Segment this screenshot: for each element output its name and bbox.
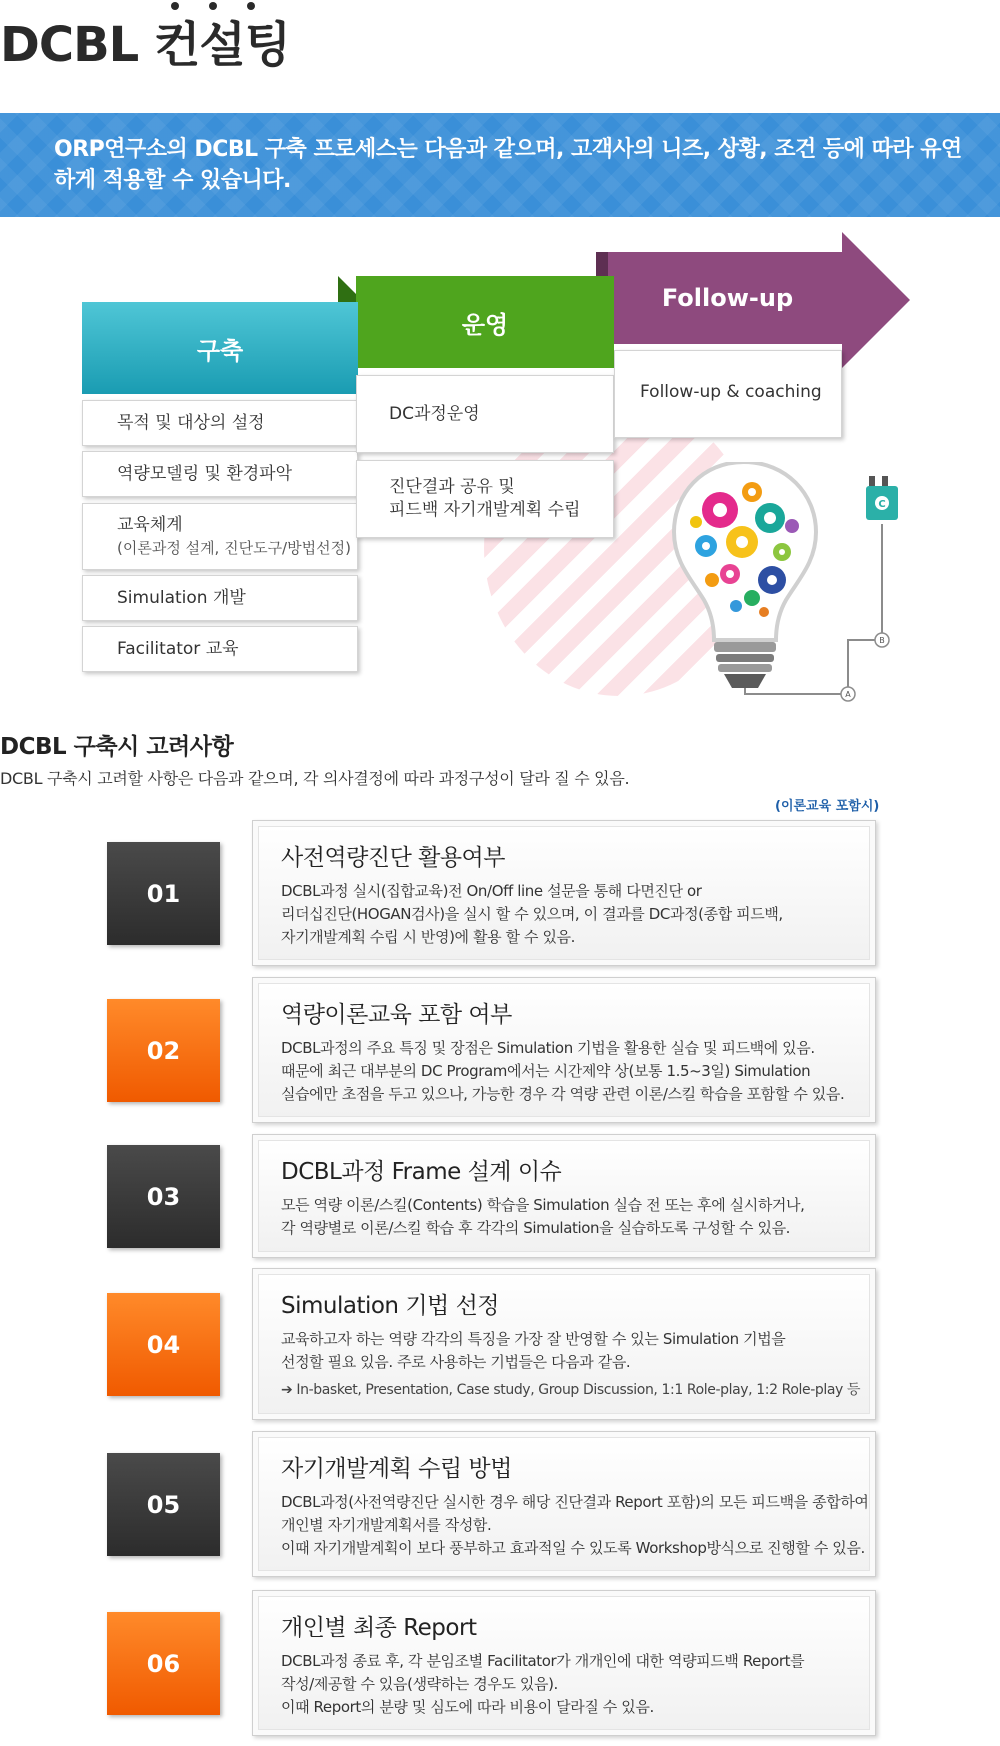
followup-step-label: Follow-up & coaching [640, 382, 822, 402]
build-step-label: 역량모델링 및 환경파악 [117, 463, 293, 484]
stage-header-build: 구축 [196, 336, 244, 365]
intro-banner [0, 113, 1000, 217]
lightbulb-gears-icon [672, 462, 932, 702]
card-title: 개인별 최종 Report [281, 1615, 477, 1641]
card-title: 역량이론교육 포함 여부 [281, 1002, 512, 1028]
operation-step-label: 피드백 자기개발계획 수립 [389, 500, 581, 520]
emphasis-dot [209, 2, 217, 10]
build-step-label: Facilitator 교육 [117, 638, 239, 659]
section-description: DCBL 구축시 고려할 사항은 다음과 같으며, 각 의사결정에 따라 과정구성이 달라 질 수 있음. [0, 769, 630, 788]
consideration-card [252, 1268, 876, 1420]
card-body: DCBL과정 실시(집합교육)전 On/Off line 설문을 통해 다면진단 or 리더십진단(HOGAN검사)을 실시 할 수 있으며, 이 결과를 DC과정(종합 피드백, 자기개발계획 수립 시 반영)에 활용 할 수 있음. [281, 882, 783, 946]
consideration-card [252, 1134, 876, 1258]
build-step-box [82, 503, 358, 570]
stage-header-followup: Follow-up [661, 284, 794, 312]
item-number-badge: 01 [107, 842, 220, 945]
item-number-badge: 03 [107, 1145, 220, 1248]
consideration-card [252, 1431, 876, 1577]
arrow-right-icon: ➔ [281, 1382, 293, 1398]
plug-label-c: C [878, 499, 886, 510]
section-note: (이론교육 포함시) [775, 799, 880, 814]
card-body: DCBL과정(사전역량진단 실시한 경우 해당 진단결과 Report 포함)의 모든 피드백을 종합하여 개인별 자기개발계획서를 작성함. 이때 자기개발계획이 보다 풍부하고 효과적일 수 있도록 Workshop방식으로 진행할 수 있음. [281, 1493, 869, 1557]
item-number-badge: 06 [107, 1612, 220, 1715]
card-title: 사전역량진단 활용여부 [281, 845, 505, 871]
item-number-badge: 05 [107, 1453, 220, 1556]
page-title: DCBL 컨설팅 [0, 17, 291, 73]
card-body: DCBL과정의 주요 특징 및 장점은 Simulation 기법을 활용한 실습 및 피드백에 있음. 때문에 최근 대부분의 DC Program에서는 시간제약 상(보통 1.5~3일) Simulation 실습에만 초점을 두고 있으나, 가능한 경우 각 역량 관련 이론/스킬 학습을 포함할 수 있음. [281, 1039, 845, 1103]
section-title: DCBL 구축시 고려사항 [0, 734, 234, 760]
card-title: Simulation 기법 선정 [281, 1293, 500, 1319]
operation-step-label: 진단결과 공유 및 [389, 477, 515, 497]
card-body: 모든 역량 이론/스킬(Contents) 학습을 Simulation 실습 전 또는 후에 실시하거나, 각 역량별로 이론/스킬 학습 후 각각의 Simulation을 실습하도록 구성할 수 있음. [281, 1196, 805, 1237]
item-number-badge: 04 [107, 1293, 220, 1396]
stage-header-operation: 운영 [461, 310, 509, 339]
emphasis-dot [171, 2, 179, 10]
build-step-box [82, 451, 358, 497]
consideration-card [252, 820, 876, 966]
operation-step-box [356, 460, 614, 538]
build-step-box [82, 400, 358, 446]
wire-node-a: A [845, 690, 851, 699]
card-body: 교육하고자 하는 역량 각각의 특징을 가장 잘 반영할 수 있는 Simulation 기법을 선정할 필요 있음. 주로 사용하는 기법들은 다음과 같음. ➔ In-basket, Presentation, Case study, Group Discussion, 1:1 Role-play, 1:2 Role-play 등 [281, 1328, 860, 1402]
card-title: DCBL과정 Frame 설계 이슈 [281, 1159, 562, 1185]
build-step-label: Simulation 개발 [117, 587, 246, 608]
consideration-card [252, 977, 876, 1123]
build-step-label: 목적 및 대상의 설정 [117, 412, 265, 433]
wire-node-b: B [879, 636, 885, 645]
emphasis-dot [247, 2, 255, 10]
operation-step-box [356, 375, 614, 453]
item-number-badge: 02 [107, 999, 220, 1102]
card-body: DCBL과정 종료 후, 각 분임조별 Facilitator가 개개인에 대한 역량피드백 Report를 작성/제공할 수 있음(생략하는 경우도 있음). 이때 Report의 분량 및 심도에 따라 비용이 달라질 수 있음. [281, 1652, 805, 1716]
build-step-box [82, 626, 358, 672]
intro-text: ORP연구소의 DCBL 구축 프로세스는 다음과 같으며, 고객사의 니즈, 상황, 조건 등에 따라 유연하게 적용할 수 있습니다. [54, 137, 962, 193]
card-title: 자기개발계획 수립 방법 [281, 1456, 512, 1482]
build-step-label: 교육체계 [117, 514, 183, 535]
consideration-card [252, 1590, 876, 1736]
followup-step-box [614, 350, 842, 438]
technique-list: ➔ In-basket, Presentation, Case study, Group Discussion, 1:1 Role-play, 1:2 Role-play 등 [281, 1382, 861, 1398]
build-step-box [82, 575, 358, 621]
build-step-sublabel: (이론과정 설계, 진단도구/방법선정) [117, 538, 351, 557]
operation-step-label: DC과정운영 [389, 404, 480, 424]
